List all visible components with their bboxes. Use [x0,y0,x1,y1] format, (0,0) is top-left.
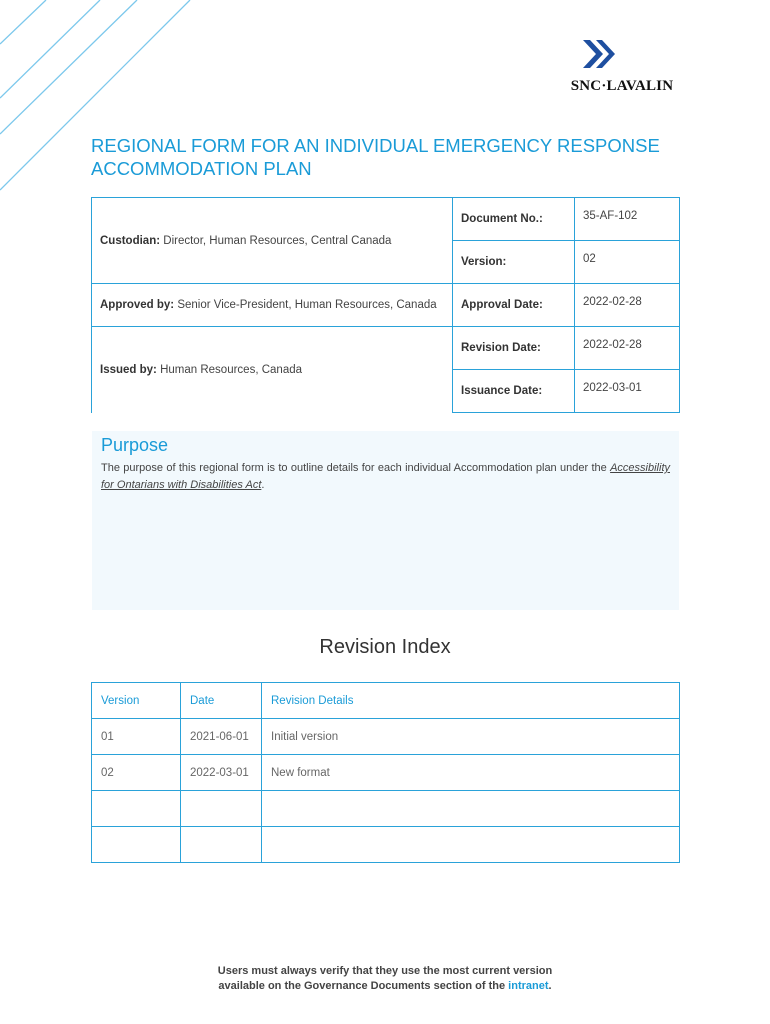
issuance-date-label: Issuance Date: [453,370,575,413]
version-value: 02 [575,241,680,284]
row-date: 2021-06-01 [181,719,262,755]
table-row [92,827,680,863]
table-row [92,755,680,791]
row-version: 01 [92,719,181,755]
custodian-value: Director, Human Resources, Central Canada [163,234,392,247]
header-revision-details: Revision Details [262,683,680,719]
row-details [262,791,680,827]
revision-date-value: 2022-02-28 [575,327,680,370]
footer-note [0,964,770,994]
document-title: REGIONAL FORM FOR AN INDIVIDUAL EMERGENCY RESPONSE ACCOMMODATION PLAN [91,135,660,179]
aoda-link[interactable]: Accessibility for Ontarians with Disabilities Act [101,462,670,491]
footer-line-1: Users must always verify that they use the most current version [217,965,553,977]
document-no-value: 35-AF-102 [575,198,680,241]
issuance-date-value: 2022-03-01 [575,370,680,413]
logo-chevrons-icon [579,36,619,72]
approved-by-value: Senior Vice-President, Human Resources, Canada [177,299,437,311]
table-row [92,719,680,755]
document-info-table [91,197,680,413]
row-version [92,827,181,863]
footer-line-2-text: available on the Governance Documents section of the [218,980,509,992]
footer-line-2 [0,979,770,994]
row-details: New format [262,755,680,791]
custodian-cell [92,198,453,284]
header-version: Version [92,683,181,719]
header-date: Date [181,683,262,719]
approved-by-cell [92,284,453,327]
issued-by-label: Issued by: [100,363,157,376]
purpose-section [92,431,679,610]
row-date: 2022-03-01 [181,755,262,791]
row-version [92,791,181,827]
row-date [181,827,262,863]
version-label: Version: [453,241,575,284]
approval-date-value: 2022-02-28 [575,284,680,327]
issued-by-cell [92,327,453,413]
purpose-heading: Purpose [101,435,169,455]
revision-date-label: Revision Date: [453,327,575,370]
row-details: Initial version [262,719,680,755]
purpose-text-end: . [261,479,265,491]
row-version: 02 [92,755,181,791]
revision-index-table [91,682,680,863]
purpose-text [101,460,670,494]
row-date [181,791,262,827]
footer-line-2-end: . [548,980,552,992]
table-row [92,791,680,827]
approved-by-label: Approved by: [100,299,175,311]
approval-date-label: Approval Date: [453,284,575,327]
revision-header-row [92,683,680,719]
custodian-label: Custodian: [100,234,161,247]
row-details [262,827,680,863]
revision-index-title: Revision Index [319,636,451,658]
document-no-label: Document No.: [453,198,575,241]
intranet-link[interactable]: intranet [508,980,549,992]
company-logo [552,36,692,96]
purpose-text-start: The purpose of this regional form is to outline details for each individual Accommodation plan under the [101,462,611,474]
logo-wordmark: SNC·LAVALIN [570,78,674,94]
issued-by-value: Human Resources, Canada [160,363,303,376]
